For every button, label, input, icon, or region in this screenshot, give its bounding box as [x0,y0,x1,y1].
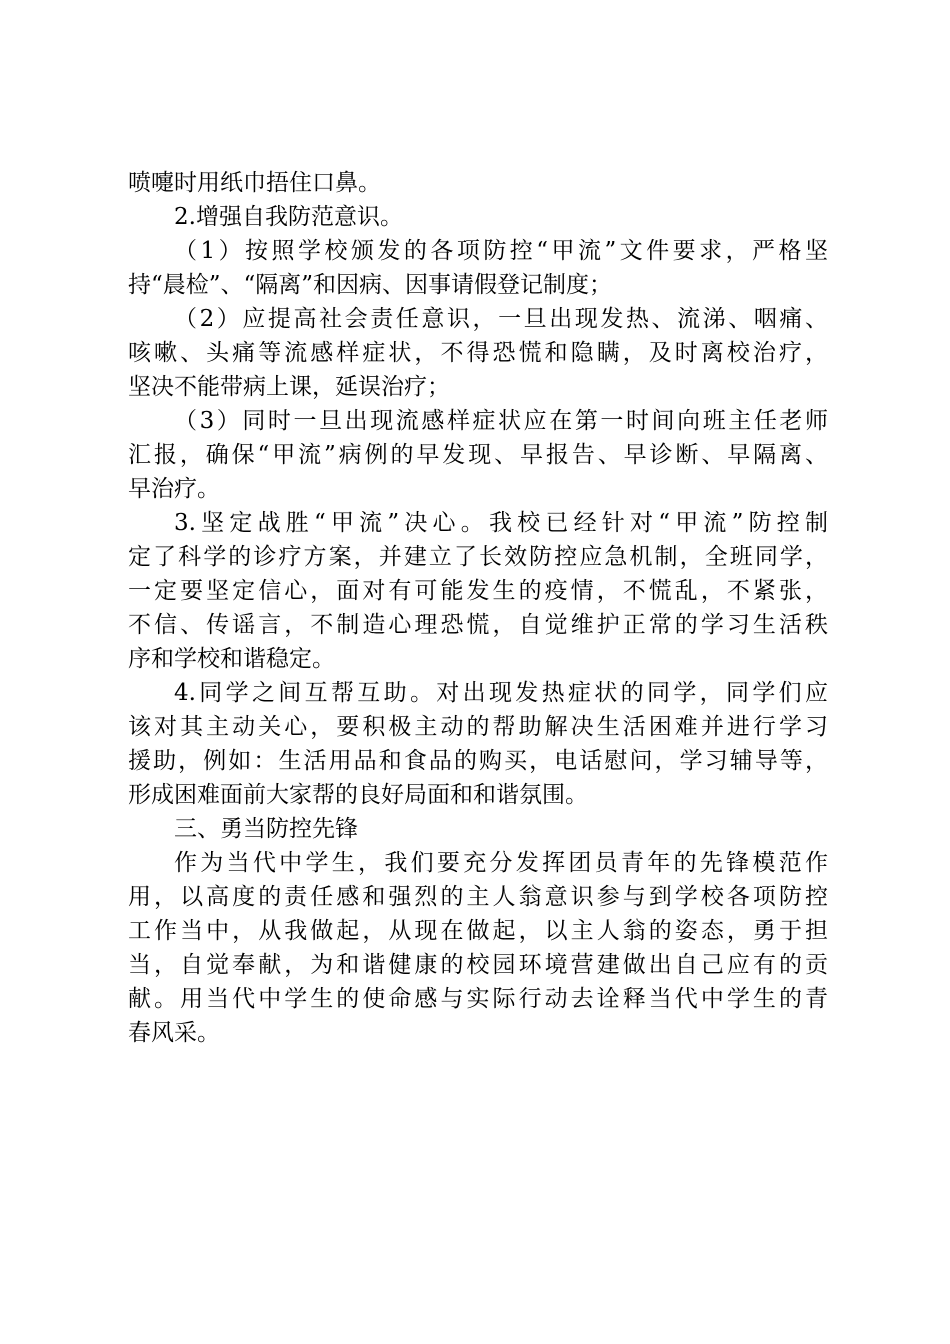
text-line: 形成困难面前大家帮的良好局面和和谐氛围。 [128,782,588,808]
section-heading: 4.同学之间互帮互助。对出现发热症状的同学，同学们应 [174,680,828,706]
text-line: 不信、传谣言，不制造心理恐慌，自觉维护正常的学习生活秩 [128,612,828,638]
text-line: 一定要坚定信心，面对有可能发生的疫情，不慌乱，不紧张， [128,578,828,604]
text-line: 坚决不能带病上课，延误治疗； [128,374,450,400]
text-line: 定了科学的诊疗方案，并建立了长效防控应急机制，全班同学， [128,544,828,570]
text-line: （1）按照学校颁发的各项防控“甲流”文件要求，严格坚 [174,238,828,264]
text-line: 序和学校和谐稳定。 [128,646,335,672]
document-body [128,166,828,1050]
text-line: 工作当中，从我做起，从现在做起，以主人翁的姿态，勇于担 [128,918,828,944]
text-line: 持“晨检”、“隔离”和因病、因事请假登记制度； [128,272,613,298]
section-heading: 3.坚定战胜“甲流”决心。我校已经针对“甲流”防控制 [174,510,828,536]
text-line: 献。用当代中学生的使命感与实际行动去诠释当代中学生的青 [128,986,828,1012]
text-line: 春风采。 [128,1020,220,1046]
section-heading: 三、勇当防控先锋 [174,816,358,842]
text-line: 用，以高度的责任感和强烈的主人翁意识参与到学校各项防控 [128,884,828,910]
text-line: 咳嗽、头痛等流感样症状，不得恐慌和隐瞒，及时离校治疗， [128,340,828,366]
text-line: （2）应提高社会责任意识，一旦出现发热、流涕、咽痛、 [174,306,828,332]
text-line: 汇报，确保“甲流”病例的早发现、早报告、早诊断、早隔离、 [128,442,828,468]
section-heading: 2.增强自我防范意识。 [174,204,403,230]
text-line: （3）同时一旦出现流感样症状应在第一时间向班主任老师 [174,408,828,434]
text-line: 喷嚏时用纸巾捂住口鼻。 [128,170,381,196]
text-line: 作为当代中学生，我们要充分发挥团员青年的先锋模范作 [174,850,828,876]
text-line: 援助，例如：生活用品和食品的购买，电话慰问，学习辅导等， [128,748,828,774]
text-line: 早治疗。 [128,476,220,502]
text-line: 该对其主动关心，要积极主动的帮助解决生活困难并进行学习 [128,714,828,740]
text-line: 当，自觉奉献，为和谐健康的校园环境营建做出自己应有的贡 [128,952,828,978]
